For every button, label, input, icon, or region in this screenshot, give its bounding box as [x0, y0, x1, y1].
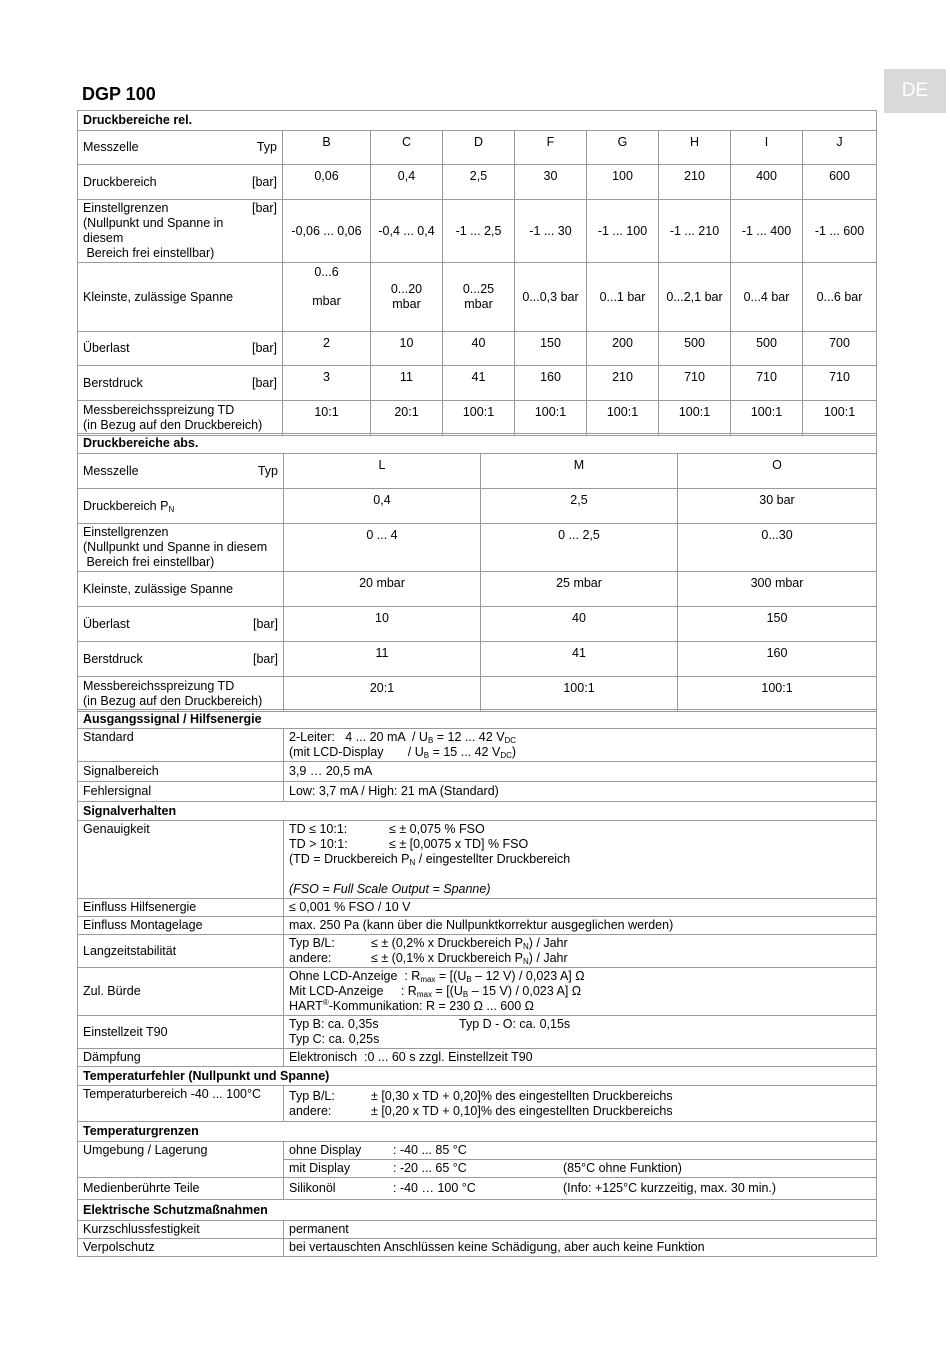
td-cell: 100:1 — [731, 401, 803, 436]
spanne-cell: 0...4 bar — [731, 263, 803, 332]
label-td: Messbereichsspreizung TD — [83, 403, 235, 417]
buerde-line: Ohne LCD-Anzeige : $R_{max} = [(U_B - 12$ V) / 0,023 A] Ω — [289, 969, 585, 984]
table-row — [78, 968, 877, 1016]
fso-note: (FSO = Full Scale Output = Spanne) — [289, 882, 491, 896]
range-cell: 30 — [515, 165, 587, 200]
berst-cell: 210 — [587, 366, 659, 401]
range-cell: 2,5 — [443, 165, 515, 200]
section-grenzen: Temperaturgrenzen — [78, 1122, 877, 1142]
einstell-cell: -1 ... 600 — [803, 200, 877, 263]
table-row — [78, 572, 877, 607]
t90-line: Typ C: ca. 0,25s — [289, 1032, 380, 1046]
label-bar: [bar] — [252, 651, 278, 666]
label-einstell-line: Bereich frei einstellbar) — [83, 246, 215, 260]
medien-line: Silikonöl : -40 … 100 °C (Info: +125°C kurzzeitig, max. 30 min.) — [284, 1178, 877, 1200]
range-cell: 400 — [731, 165, 803, 200]
label-einstellgrenzen: Einstellgrenzen — [83, 525, 169, 539]
table-row — [78, 1049, 877, 1067]
label-typ: Typ — [256, 140, 277, 154]
table-row — [78, 200, 877, 263]
label-bar: [bar] — [251, 174, 277, 189]
berst-cell: 11 — [284, 642, 481, 677]
range-cell: 600 — [803, 165, 877, 200]
label-td-note: (in Bezug auf den Druckbereich) — [83, 694, 263, 708]
type-j: J — [803, 131, 877, 165]
label-standard: Standard — [78, 729, 284, 762]
spanne-cell: 300 mbar — [678, 572, 877, 607]
langzeit-line: andere: ≤ ± (0,1% x Druckbereich $P_N$) / Jahr — [289, 951, 568, 966]
td-cell: 100:1 — [659, 401, 731, 436]
ueberlast-cell: 2 — [283, 332, 371, 366]
berst-cell: 160 — [678, 642, 877, 677]
genauigkeit-line: TD > 10:1: ≤ ± [0,0075 x TD] % FSO — [289, 837, 529, 851]
ueberlast-cell: 40 — [481, 607, 678, 642]
td-cell: 100:1 — [803, 401, 877, 436]
value-verpolschutz: bei vertauschten Anschlüssen keine Schädigung, aber auch keine Funktion — [284, 1239, 877, 1257]
type-i: I — [731, 131, 803, 165]
table-row — [78, 1142, 877, 1160]
type-d: D — [443, 131, 515, 165]
table-rel — [77, 110, 877, 436]
ueberlast-cell: 200 — [587, 332, 659, 366]
berst-cell: 710 — [659, 366, 731, 401]
standard-line-1: 2-Leiter: 4 ... 20 mA / $U_B = 12$ ... 42 $V_{DC}$ — [289, 730, 517, 745]
table-row — [78, 677, 877, 712]
berst-cell: 11 — [371, 366, 443, 401]
spanne-line: 0...25 — [462, 282, 495, 296]
label-td-note: (in Bezug auf den Druckbereich) — [83, 418, 263, 432]
spanne-cell: 0...6 bar — [803, 263, 877, 332]
label-berstdruck: Berstdruck — [83, 375, 143, 390]
table-row — [78, 729, 877, 762]
value-montagelage: max. 250 Pa (kann über die Nullpunktkorrektur ausgeglichen werden) — [284, 917, 877, 935]
einstell-cell: -0,06 ... 0,06 — [283, 200, 371, 263]
einstell-cell: -0,4 ... 0,4 — [371, 200, 443, 263]
page-title: DGP 100 — [82, 84, 156, 104]
range-cell: 30 bar — [678, 489, 877, 524]
type-h: H — [659, 131, 731, 165]
label-berstdruck: Berstdruck — [83, 651, 143, 666]
label-einstellgrenzen: Einstellgrenzen — [83, 201, 169, 215]
table-row — [78, 454, 877, 489]
label-ueberlast: Überlast — [83, 341, 130, 355]
label-hilfsenergie: Einfluss Hilfsenergie — [78, 899, 284, 917]
label-einstell-line: (Nullpunkt und Spanne in diesem — [83, 540, 268, 554]
label-bar: [bar] — [251, 201, 277, 215]
label-typ: Typ — [257, 463, 278, 478]
section-rel: Druckbereiche rel. — [78, 111, 877, 131]
type-b: B — [283, 131, 371, 165]
td-cell: 10:1 — [283, 401, 371, 436]
type-f: F — [515, 131, 587, 165]
table-row — [78, 782, 877, 802]
einstell-cell: -1 ... 100 — [587, 200, 659, 263]
ueberlast-cell: 500 — [731, 332, 803, 366]
spanne-cell: 0...0,3 bar — [515, 263, 587, 332]
spanne-cell — [283, 263, 371, 332]
ueberlast-cell: 700 — [803, 332, 877, 366]
label-daempfung: Dämpfung — [78, 1049, 284, 1067]
label-td: Messbereichsspreizung TD — [83, 679, 235, 693]
table-row — [78, 131, 877, 165]
label-bar: [bar] — [251, 375, 277, 390]
label-kleinste: Kleinste, zulässige Spanne — [78, 572, 284, 607]
einstell-cell: -1 ... 30 — [515, 200, 587, 263]
berst-cell: 160 — [515, 366, 587, 401]
ueberlast-cell: 10 — [371, 332, 443, 366]
td-cell: 100:1 — [443, 401, 515, 436]
table-row — [78, 1178, 877, 1200]
label-ueberlast: Überlast — [83, 616, 130, 631]
einstell-cell: -1 ... 210 — [659, 200, 731, 263]
range-cell: 100 — [587, 165, 659, 200]
label-montagelage: Einfluss Montagelage — [78, 917, 284, 935]
type-o: O — [678, 454, 877, 489]
spanne-cell: 0...1 bar — [587, 263, 659, 332]
td-cell: 20:1 — [371, 401, 443, 436]
table-row — [78, 366, 877, 401]
table-abs — [77, 433, 877, 712]
table-row — [78, 821, 877, 899]
standard-line-2: (mit LCD-Display / $U_B = 15$ ... 42 $V_{DC}$) — [289, 745, 517, 760]
value-fehlersignal: Low: 3,7 mA / High: 21 mA (Standard) — [284, 782, 877, 802]
table-row — [78, 1221, 877, 1239]
ueberlast-cell: 10 — [284, 607, 481, 642]
table-row — [78, 524, 877, 572]
type-m: M — [481, 454, 678, 489]
table-row — [78, 489, 877, 524]
spanne-cell: 0...2,1 bar — [659, 263, 731, 332]
range-cell: 0,4 — [284, 489, 481, 524]
label-einstell-line: Bereich frei einstellbar) — [83, 555, 215, 569]
label-genauigkeit: Genauigkeit — [78, 821, 284, 899]
label-kurzschluss: Kurzschlussfestigkeit — [78, 1221, 284, 1239]
label-messzelle: Messzelle — [83, 140, 139, 154]
table-row — [78, 642, 877, 677]
einstell-cell: -1 ... 400 — [731, 200, 803, 263]
label-bar: [bar] — [252, 616, 278, 631]
section-abs: Druckbereiche abs. — [78, 434, 877, 454]
label-verpolschutz: Verpolschutz — [78, 1239, 284, 1257]
spanne-cell: 20 mbar — [284, 572, 481, 607]
umgebung-line: ohne Display : -40 ... 85 °C — [284, 1142, 877, 1160]
label-einstell-line: diesem — [83, 231, 124, 245]
label-signalbereich: Signalbereich — [78, 762, 284, 782]
label-einstell-line: (Nullpunkt und Spanne in — [83, 216, 224, 230]
temp-line: Typ B/L: ± [0,30 x TD + 0,20]% des eingestellten Druckbereichs — [289, 1088, 673, 1103]
language-tab[interactable]: DE — [884, 69, 946, 113]
table-row — [78, 1016, 877, 1049]
range-cell: 0,06 — [283, 165, 371, 200]
label-druckbereich: Druckbereich — [83, 174, 157, 189]
spanne-line: mbar — [312, 294, 341, 308]
value-kurzschluss: permanent — [284, 1221, 877, 1239]
range-cell: 0,4 — [371, 165, 443, 200]
table-specs — [77, 709, 877, 1257]
spanne-cell — [443, 263, 515, 332]
einstell-cell: 0 ... 2,5 — [481, 524, 678, 572]
ueberlast-cell: 40 — [443, 332, 515, 366]
label-druckbereich: Druckbereich P — [83, 498, 169, 513]
label-temperaturbereich: Temperaturbereich -40 ... 100°C — [78, 1086, 284, 1122]
spanne-cell: 25 mbar — [481, 572, 678, 607]
label-bar: [bar] — [251, 341, 277, 355]
section-signal: Signalverhalten — [78, 802, 877, 821]
label-fehlersignal: Fehlersignal — [78, 782, 284, 802]
table-row — [78, 607, 877, 642]
langzeit-line: Typ B/L: ≤ ± (0,2% x Druckbereich $P_N$) / Jahr — [289, 936, 568, 951]
umgebung-line: mit Display : -20 ... 65 °C (85°C ohne Funktion) — [284, 1160, 877, 1178]
ueberlast-cell: 150 — [515, 332, 587, 366]
section-output: Ausgangssignal / Hilfsenergie — [78, 710, 877, 729]
td-cell: 100:1 — [481, 677, 678, 712]
buerde-line: HART®-Kommunikation: R = 230 Ω ... 600 Ω — [289, 997, 534, 1013]
spanne-line: mbar — [392, 297, 421, 311]
table-row — [78, 899, 877, 917]
label-kleinste: Kleinste, zulässige Spanne — [78, 263, 283, 332]
table-row — [78, 332, 877, 366]
einstell-cell: -1 ... 2,5 — [443, 200, 515, 263]
label-langzeit: Langzeitstabilität — [78, 935, 284, 968]
range-cell: 2,5 — [481, 489, 678, 524]
t90-line: Typ B: ca. 0,35s Typ D - O: ca. 0,15s — [289, 1017, 571, 1031]
label-umgebung: Umgebung / Lagerung — [78, 1142, 284, 1178]
td-cell: 20:1 — [284, 677, 481, 712]
type-c: C — [371, 131, 443, 165]
einstell-cell: 0 ... 4 — [284, 524, 481, 572]
berst-cell: 3 — [283, 366, 371, 401]
spanne-line: 0...6 — [314, 265, 339, 279]
genauigkeit-line: TD ≤ 10:1: ≤ ± 0,075 % FSO — [289, 822, 485, 836]
genauigkeit-line: (TD = Druckbereich $P_N$ / eingestellter Druckbereich — [289, 852, 571, 867]
range-cell: 210 — [659, 165, 731, 200]
ueberlast-cell: 150 — [678, 607, 877, 642]
td-cell: 100:1 — [515, 401, 587, 436]
td-cell: 100:1 — [678, 677, 877, 712]
temp-line: andere: ± [0,20 x TD + 0,10]% des eingestellten Druckbereichs — [289, 1103, 673, 1118]
table-row — [78, 762, 877, 782]
label-messzelle: Messzelle — [83, 463, 139, 478]
spanne-line: mbar — [464, 297, 493, 311]
label-t90: Einstellzeit T90 — [78, 1016, 284, 1049]
type-g: G — [587, 131, 659, 165]
table-row — [78, 1086, 877, 1122]
subscript-n: N — [168, 504, 175, 514]
value-signalbereich: 3,9 … 20,5 mA — [284, 762, 877, 782]
table-row — [78, 1239, 877, 1257]
label-buerde: Zul. Bürde — [78, 968, 284, 1016]
berst-cell: 710 — [731, 366, 803, 401]
section-elektrisch: Elektrische Schutzmaßnahmen — [78, 1200, 877, 1221]
berst-cell: 41 — [481, 642, 678, 677]
section-temp: Temperaturfehler (Nullpunkt und Spanne) — [78, 1067, 877, 1086]
table-row — [78, 935, 877, 968]
berst-cell: 41 — [443, 366, 515, 401]
td-cell: 100:1 — [587, 401, 659, 436]
buerde-line: Mit LCD-Anzeige : $R_{max} = [(U_B - 15$ V) / 0,023 A] Ω — [289, 984, 582, 999]
label-medien: Medienberührte Teile — [78, 1178, 284, 1200]
table-row — [78, 263, 877, 332]
einstell-cell: 0...30 — [678, 524, 877, 572]
berst-cell: 710 — [803, 366, 877, 401]
type-l: L — [284, 454, 481, 489]
table-row — [78, 917, 877, 935]
value-daempfung: Elektronisch :0 ... 60 s zzgl. Einstellzeit T90 — [284, 1049, 877, 1067]
spanne-cell — [371, 263, 443, 332]
table-row — [78, 401, 877, 436]
value-hilfsenergie: ≤ 0,001 % FSO / 10 V — [284, 899, 877, 917]
ueberlast-cell: 500 — [659, 332, 731, 366]
table-row — [78, 165, 877, 200]
spanne-line: 0...20 — [390, 282, 423, 296]
